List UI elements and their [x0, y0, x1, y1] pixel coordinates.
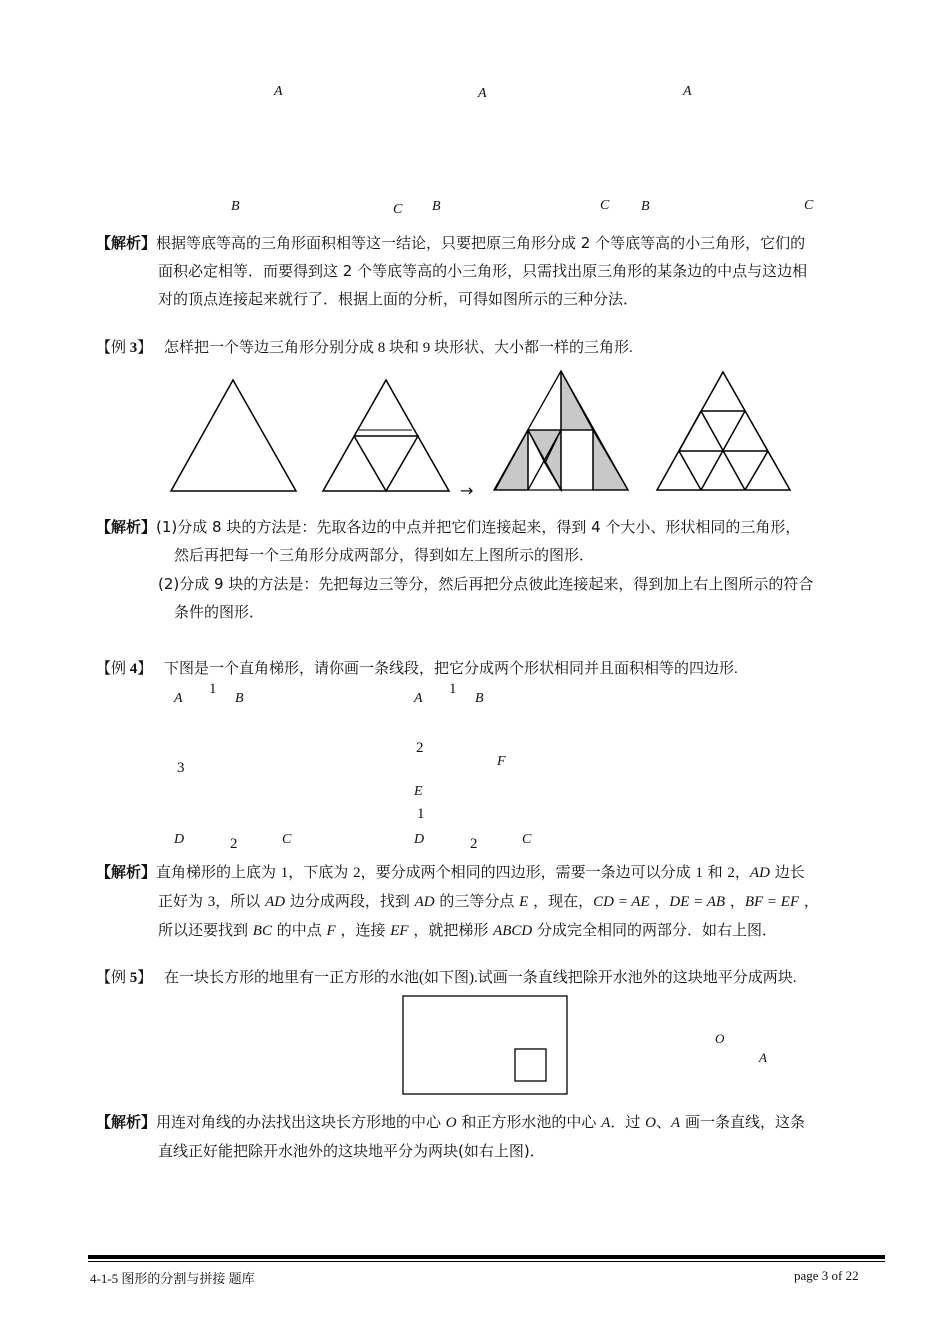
fig3-arrow-icon: →	[460, 481, 474, 500]
fig4-left-label-A: A	[174, 691, 183, 706]
fig1-label-A3: A	[683, 84, 692, 99]
fig4-right-label-F: F	[497, 754, 506, 769]
example-3-heading: 【例 3】 怎样把一个等边三角形分别分成 8 块和 9 块形状、大小都一样的三角形.	[96, 340, 633, 356]
fig4-right-bottom-length: 2	[470, 836, 478, 852]
fig5-pond-square	[515, 1049, 546, 1081]
fig1-label-C1: C	[393, 202, 403, 217]
fig4-left-label-C: C	[282, 832, 292, 847]
fig1-label-C2: C	[600, 198, 610, 213]
fig1-label-A2: A	[478, 86, 487, 101]
fig4-left-label-B: B	[235, 691, 244, 706]
solution-tag: 【解析】	[96, 1113, 157, 1131]
fig4-right-label-B: B	[475, 691, 484, 706]
solution-2-line1: 根据等底等高的三角形面积相等这一结论，只要把原三角形分成 2 个等底等高的小三角形，它们的	[156, 234, 806, 252]
fig5-label-A: A	[759, 1050, 767, 1065]
solution-2-line2: 面积必定相等．而要得到这 2 个等底等高的小三角形，只需找出原三角形的某条边的中点与这边相	[158, 262, 808, 280]
example-4-text: 下图是一个直角梯形，请你画一条线段，把它分成两个形状相同并且面积相等的四边形.	[164, 661, 738, 677]
fig1-label-B2: B	[432, 199, 441, 214]
solution-2-line3: 对的顶点连接起来就行了．根据上面的分析，可得如图所示的三种分法．	[158, 290, 639, 308]
fig4-right-label-E: E	[414, 784, 423, 799]
fig4-right-label-D: D	[414, 832, 425, 847]
fig1-label-A1: A	[274, 84, 283, 99]
fig4-left-bottom-length: 2	[230, 836, 238, 852]
fig4-right-lower-length: 1	[417, 806, 425, 822]
fig5-label-O: O	[715, 1031, 725, 1046]
solution-3-line2: 然后再把每一个三角形分成两部分，得到如左上图所示的图形．	[174, 546, 595, 564]
fig4-right-upper-length: 2	[416, 740, 424, 756]
solution-4: 【解析】直角梯形的上底为 1，下底为 2，要分成两个相同的四边形，需要一条边可以分成 1 和 2，AD 边长 正好为 3，所以 AD 边分成两段，找到 AD 的三等分点 E ，现在，CD = AE ，DE = AB ，BF = EF ， 所以还要找到 BC 的中点 F ，连接 EF ，就把梯形 ABCD 分成完全相同的两部分．如右上图．	[96, 863, 819, 939]
solution-tag: 【解析】	[96, 234, 157, 252]
fig4-left-side-length: 3	[177, 760, 185, 776]
fig5-rectangle	[403, 996, 567, 1094]
example-3-text: 怎样把一个等边三角形分别分成 8 块和 9 块形状、大小都一样的三角形.	[164, 340, 633, 356]
footer-page-number: page 3 of 22	[794, 1268, 859, 1283]
example-4-heading: 【例 4】 下图是一个直角梯形，请你画一条线段，把它分成两个形状相同并且面积相等的四边形.	[96, 661, 738, 677]
solution-5-line2: 直线正好能把除开水池外的这块地平分为两块(如右上图)．	[158, 1142, 545, 1160]
solution-3-line3: (2)分成 9 块的方法是：先把每边三等分，然后再把分点彼此连接起来，得到加上右上图所示的符合	[158, 575, 814, 593]
fig1-label-B1: B	[231, 199, 240, 214]
solution-tag: 【解析】	[96, 863, 157, 881]
footer-title: 4-1-5 图形的分割与拼接 题库	[90, 1271, 255, 1286]
fig4-left-label-D: D	[174, 832, 185, 847]
solution-3-line1: (1)分成 8 块的方法是：先取各边的中点并把它们连接起来，得到 4 个大小、形状相同的三角形，	[156, 518, 801, 536]
fig4-right-top-length: 1	[449, 681, 457, 697]
example-5-heading: 【例 5】 在一块长方形的地里有一正方形的水池(如下图).试画一条直线把除开水池外的这块地平分成两块.	[96, 970, 797, 986]
fig4-right-label-C: C	[522, 832, 532, 847]
example-5-text: 在一块长方形的地里有一正方形的水池(如下图).试画一条直线把除开水池外的这块地平分成两块.	[164, 970, 797, 986]
fig4-left-top-length: 1	[209, 681, 217, 697]
solution-5: 【解析】用连对角线的办法找出这块长方形地的中心 O 和正方形水池的中心 A．过 O、A 画一条直线，这条 直线正好能把除开水池外的这块地平分为两块(如右上图)．	[96, 1108, 896, 1165]
solution-3-line4: 条件的图形．	[174, 603, 265, 621]
footer-rule-thick	[88, 1255, 885, 1259]
solution-tag: 【解析】	[96, 518, 157, 536]
fig1-label-B3: B	[641, 199, 650, 214]
fig1-label-C3: C	[804, 198, 814, 213]
footer-rule-thin	[88, 1261, 885, 1262]
fig4-right-label-A: A	[414, 691, 423, 706]
